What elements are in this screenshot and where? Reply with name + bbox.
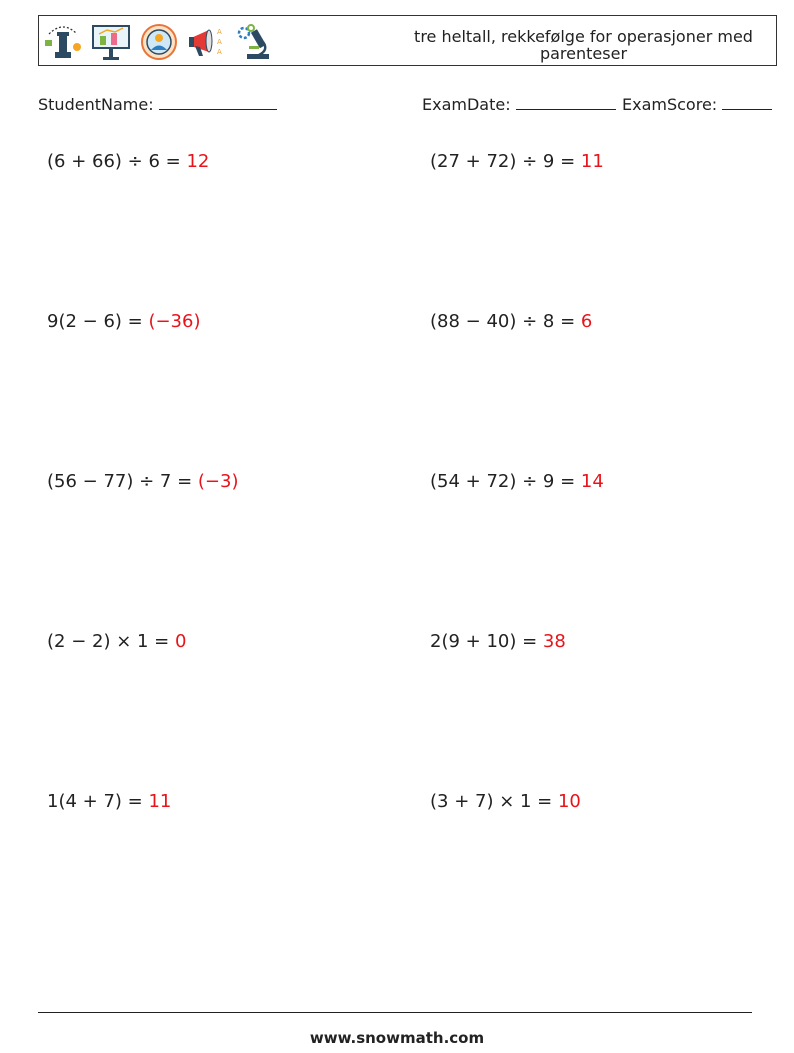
problem-expression: (54 + 72) ÷ 9 = <box>430 471 581 492</box>
problem-expression: 2(9 + 10) = <box>430 631 543 652</box>
problem-5 <box>47 471 238 493</box>
problem-3 <box>47 311 200 333</box>
svg-text:A: A <box>217 38 222 46</box>
worksheet-title: tre heltall, rekkefølge for operasjoner med parenteser <box>414 27 753 63</box>
problem-expression: 1(4 + 7) = <box>47 791 149 812</box>
exam-score-label: ExamScore: <box>622 95 718 114</box>
problem-expression: 9(2 − 6) = <box>47 311 149 332</box>
footer-divider <box>38 1012 752 1013</box>
problem-expression: (27 + 72) ÷ 9 = <box>430 151 581 172</box>
megaphone-icon <box>187 22 227 62</box>
footer-url[interactable]: www.snowmath.com <box>309 1029 485 1047</box>
svg-text:A: A <box>217 28 222 36</box>
problem-answer: 14 <box>580 471 604 492</box>
svg-text:A: A <box>217 48 222 56</box>
microscope-icon <box>235 22 275 62</box>
problem-2 <box>430 151 604 173</box>
problem-answer: (−36) <box>148 311 201 332</box>
problem-10 <box>430 791 581 813</box>
exam-score-blank[interactable] <box>722 93 772 110</box>
problem-4 <box>430 311 592 333</box>
problem-expression: (56 − 77) ÷ 7 = <box>47 471 198 492</box>
problem-expression: (88 − 40) ÷ 8 = <box>430 311 581 332</box>
exam-date-field <box>422 93 616 114</box>
problem-7 <box>47 631 186 653</box>
problem-1 <box>47 151 209 173</box>
user-target-icon <box>139 22 179 62</box>
problem-6 <box>430 471 604 493</box>
problem-answer: 12 <box>186 151 210 172</box>
exam-date-label: ExamDate: <box>422 95 511 114</box>
problem-9 <box>47 791 171 813</box>
presentation-board-icon <box>91 22 131 62</box>
problem-expression: (3 + 7) × 1 = <box>430 791 558 812</box>
header-icons <box>43 22 275 62</box>
student-name-blank[interactable] <box>159 93 277 110</box>
exam-date-blank[interactable] <box>516 93 616 110</box>
problem-answer: 11 <box>580 151 604 172</box>
chess-rook-icon <box>43 22 83 62</box>
problem-answer: (−3) <box>197 471 239 492</box>
student-name-field <box>38 93 277 114</box>
problem-answer: 11 <box>148 791 172 812</box>
exam-score-field <box>622 93 772 114</box>
problem-answer: 6 <box>580 311 593 332</box>
problem-answer: 0 <box>174 631 187 652</box>
problem-answer: 38 <box>542 631 566 652</box>
problem-8 <box>430 631 566 653</box>
student-name-label: StudentName: <box>38 95 154 114</box>
worksheet-header <box>38 15 777 66</box>
problem-expression: (6 + 66) ÷ 6 = <box>47 151 187 172</box>
problem-answer: 10 <box>557 791 581 812</box>
problem-expression: (2 − 2) × 1 = <box>47 631 175 652</box>
